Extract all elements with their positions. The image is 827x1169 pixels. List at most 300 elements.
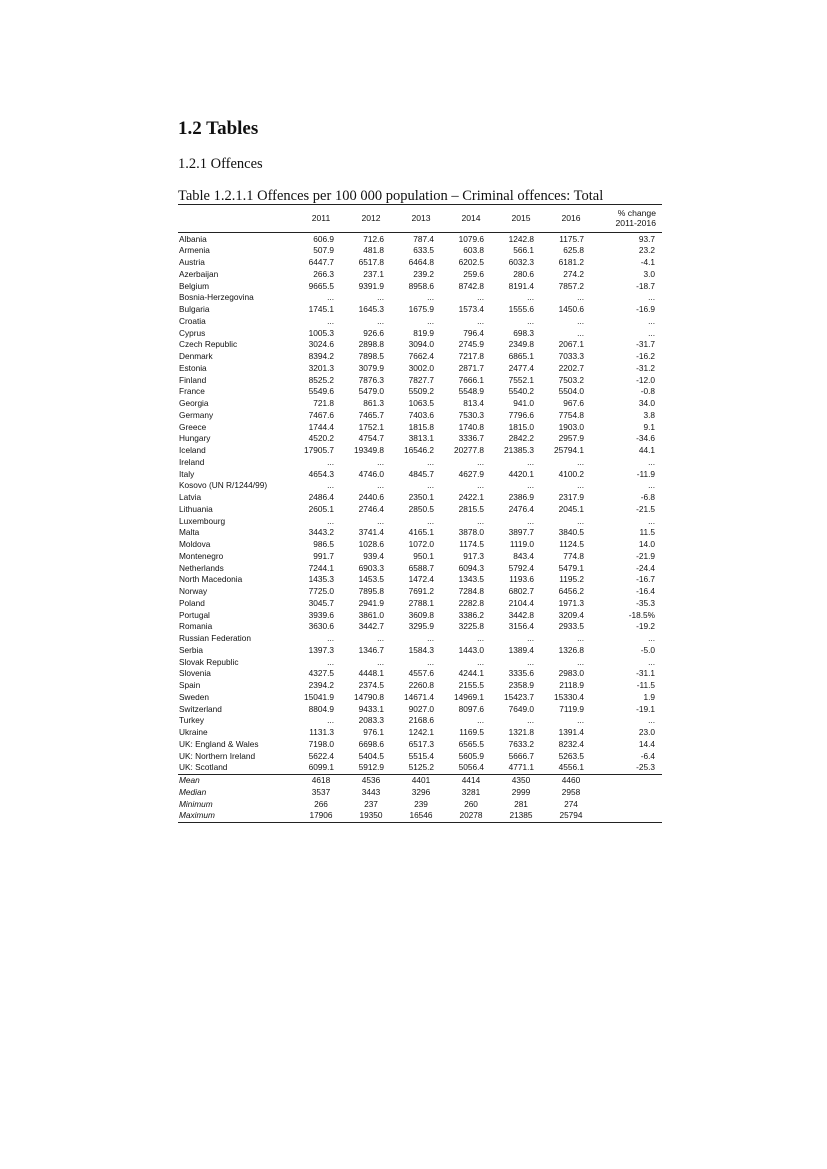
value-cell: 6099.1 bbox=[296, 762, 346, 774]
table-row bbox=[178, 339, 662, 351]
header-percent-change: % change 2011-2016 bbox=[596, 205, 662, 233]
offences-table bbox=[178, 204, 662, 823]
country-name: Slovak Republic bbox=[179, 656, 239, 667]
table-row bbox=[178, 539, 662, 551]
value-cell: 1675.9 bbox=[408, 304, 434, 315]
country-name: Greece bbox=[179, 421, 207, 432]
value-cell: 1343.5 bbox=[458, 574, 484, 585]
value-cell: ... bbox=[327, 292, 334, 303]
percent-change-cell: -31.2 bbox=[636, 362, 655, 373]
value-cell: 16546.2 bbox=[404, 445, 434, 456]
value-cell: 3609.8 bbox=[408, 609, 434, 620]
value-cell: 1072.0 bbox=[408, 539, 434, 550]
value-cell: 2476.4 bbox=[508, 503, 534, 514]
table-row bbox=[178, 574, 662, 586]
value-cell: ... bbox=[427, 292, 434, 303]
value-cell: 2941.9 bbox=[358, 597, 384, 608]
table-row bbox=[178, 327, 662, 339]
value-cell: 1815.8 bbox=[408, 421, 434, 432]
value-cell: ... bbox=[427, 515, 434, 526]
country-name: Spain bbox=[179, 680, 201, 691]
country-name: Bosnia-Herzegovina bbox=[179, 292, 254, 303]
percent-change-cell: 93.7 bbox=[638, 233, 655, 244]
value-cell: 1815.0 bbox=[508, 421, 534, 432]
value-cell: 3443.2 bbox=[308, 527, 334, 538]
value-cell: 7754.8 bbox=[558, 409, 584, 420]
table-row bbox=[178, 715, 662, 727]
value-cell: 239.2 bbox=[413, 268, 434, 279]
value-cell: 9665.5 bbox=[308, 280, 334, 291]
percent-change-cell: 14.0 bbox=[638, 539, 655, 550]
value-cell: 1242.8 bbox=[508, 233, 534, 244]
value-cell: 986.5 bbox=[313, 539, 334, 550]
value-cell: 6565.5 bbox=[458, 738, 484, 749]
table-row bbox=[178, 750, 662, 762]
table-row bbox=[178, 456, 662, 468]
table-row bbox=[178, 362, 662, 374]
value-cell: 7503.2 bbox=[558, 374, 584, 385]
table-row bbox=[178, 257, 662, 269]
value-cell: 2958 bbox=[561, 786, 581, 797]
value-cell: 4420.1 bbox=[508, 468, 534, 479]
value-cell: ... bbox=[327, 480, 334, 491]
value-cell: 280.6 bbox=[513, 268, 534, 279]
country-name: Italy bbox=[179, 468, 195, 479]
value-cell: 7857.2 bbox=[558, 280, 584, 291]
percent-change-cell: -18.7 bbox=[636, 280, 655, 291]
value-cell: 8191.4 bbox=[508, 280, 534, 291]
value-cell: 14969.1 bbox=[454, 691, 484, 702]
value-cell: 239 bbox=[414, 798, 428, 809]
value-cell: 3002.0 bbox=[408, 362, 434, 373]
table-row bbox=[178, 315, 662, 327]
table-row bbox=[178, 762, 662, 774]
value-cell: 1131.3 bbox=[309, 727, 334, 738]
value-cell: ... bbox=[527, 292, 534, 303]
value-cell: 15330.4 bbox=[554, 691, 584, 702]
value-cell: 3741.4 bbox=[358, 527, 384, 538]
percent-change-cell: -6.4 bbox=[640, 750, 655, 761]
value-cell: 3225.8 bbox=[458, 621, 484, 632]
value-cell: 3156.4 bbox=[508, 621, 534, 632]
value-cell: 1346.7 bbox=[358, 644, 384, 655]
value-cell: 14790.8 bbox=[354, 691, 384, 702]
value-cell: 3296 bbox=[411, 786, 431, 797]
percent-change-cell: ... bbox=[648, 515, 655, 526]
value-cell: 1193.6 bbox=[509, 574, 534, 585]
table-row bbox=[178, 597, 662, 609]
value-cell: 507.9 bbox=[313, 245, 334, 256]
country-name: Latvia bbox=[179, 492, 202, 503]
percent-change-cell: -24.4 bbox=[636, 562, 655, 573]
value-cell: 4654.3 bbox=[308, 468, 334, 479]
value-cell: 259.6 bbox=[463, 268, 484, 279]
value-cell: 7895.8 bbox=[358, 586, 384, 597]
table-row bbox=[178, 609, 662, 621]
value-cell: 4536 bbox=[361, 775, 381, 786]
percent-change-cell: 44.1 bbox=[638, 445, 655, 456]
value-cell: 237.1 bbox=[363, 268, 384, 279]
percent-change-cell: ... bbox=[648, 480, 655, 491]
value-cell: ... bbox=[377, 656, 384, 667]
percent-change-cell: -6.8 bbox=[640, 492, 655, 503]
value-cell: 4100.2 bbox=[558, 468, 584, 479]
value-cell: 8525.2 bbox=[308, 374, 334, 385]
value-cell: 2045.1 bbox=[558, 503, 584, 514]
value-cell: ... bbox=[427, 480, 434, 491]
value-cell: 2440.6 bbox=[358, 492, 384, 503]
country-name: North Macedonia bbox=[179, 574, 243, 585]
value-cell: ... bbox=[577, 480, 584, 491]
value-cell: 1443.0 bbox=[458, 644, 484, 655]
value-cell: 7198.0 bbox=[308, 738, 334, 749]
value-cell: 7898.5 bbox=[358, 351, 384, 362]
percent-change-cell: ... bbox=[648, 456, 655, 467]
value-cell: ... bbox=[377, 292, 384, 303]
country-name: Moldova bbox=[179, 539, 211, 550]
percent-change-cell: -4.1 bbox=[640, 257, 655, 268]
table-row bbox=[178, 680, 662, 692]
percent-change-cell: -12.0 bbox=[636, 374, 655, 385]
value-cell: 7876.3 bbox=[358, 374, 384, 385]
value-cell: 1740.8 bbox=[458, 421, 484, 432]
value-cell: 6588.7 bbox=[408, 562, 434, 573]
value-cell: 2282.8 bbox=[458, 597, 484, 608]
value-cell: 1124.5 bbox=[559, 539, 584, 550]
value-cell: 7467.6 bbox=[308, 409, 334, 420]
value-cell: 2999 bbox=[511, 786, 531, 797]
value-cell: 813.4 bbox=[463, 398, 484, 409]
value-cell: 14671.4 bbox=[404, 691, 434, 702]
value-cell: 1472.4 bbox=[408, 574, 434, 585]
value-cell: 7465.7 bbox=[358, 409, 384, 420]
value-cell: 6865.1 bbox=[508, 351, 534, 362]
value-cell: 939.4 bbox=[363, 550, 384, 561]
value-cell: 7649.0 bbox=[508, 703, 534, 714]
value-cell: 2386.9 bbox=[508, 492, 534, 503]
value-cell: 3336.7 bbox=[458, 433, 484, 444]
value-cell: 5479.0 bbox=[358, 386, 384, 397]
percent-change-cell: ... bbox=[648, 327, 655, 338]
value-cell: 796.4 bbox=[463, 327, 484, 338]
country-name: Ukraine bbox=[179, 727, 208, 738]
value-cell: 2788.1 bbox=[408, 597, 434, 608]
percent-change-cell bbox=[596, 774, 662, 786]
percent-change-cell: -11.9 bbox=[636, 468, 655, 479]
value-cell: 2374.5 bbox=[358, 680, 384, 691]
value-cell: 2202.7 bbox=[558, 362, 584, 373]
stat-label: Mean bbox=[179, 775, 200, 786]
value-cell: ... bbox=[577, 633, 584, 644]
table-row bbox=[178, 550, 662, 562]
value-cell: 5125.2 bbox=[396, 762, 446, 774]
value-cell: ... bbox=[477, 480, 484, 491]
country-name: Poland bbox=[179, 597, 205, 608]
table-row bbox=[178, 304, 662, 316]
value-cell: 4448.1 bbox=[358, 668, 384, 679]
value-cell: 17906 bbox=[296, 810, 346, 822]
country-name: Armenia bbox=[179, 245, 210, 256]
value-cell: 3386.2 bbox=[458, 609, 484, 620]
percent-change-cell: 3.8 bbox=[643, 409, 655, 420]
value-cell: 566.1 bbox=[513, 245, 534, 256]
value-cell: 5912.9 bbox=[346, 762, 396, 774]
value-cell: 1584.3 bbox=[408, 644, 434, 655]
stat-row bbox=[178, 810, 662, 822]
country-name: Ireland bbox=[179, 456, 205, 467]
header-2011: 2011 bbox=[296, 205, 346, 233]
value-cell: 1175.7 bbox=[559, 233, 584, 244]
value-cell: 5549.6 bbox=[308, 386, 334, 397]
stat-label: Maximum bbox=[178, 810, 296, 822]
value-cell: 7691.2 bbox=[408, 586, 434, 597]
country-name: Iceland bbox=[179, 445, 206, 456]
country-name: Belgium bbox=[179, 280, 209, 291]
subsection-title: 1.2.1 Offences bbox=[178, 156, 263, 172]
value-cell: 3335.6 bbox=[508, 668, 534, 679]
value-cell: 5605.9 bbox=[458, 750, 484, 761]
percent-change-cell: -21.9 bbox=[636, 550, 655, 561]
value-cell: 3024.6 bbox=[308, 339, 334, 350]
value-cell: ... bbox=[327, 456, 334, 467]
table-row bbox=[178, 374, 662, 386]
table-row bbox=[178, 268, 662, 280]
percent-change-cell bbox=[596, 810, 662, 822]
value-cell: 2746.4 bbox=[358, 503, 384, 514]
value-cell: 274.2 bbox=[563, 268, 584, 279]
value-cell: 2394.2 bbox=[308, 680, 334, 691]
value-cell: 7403.6 bbox=[408, 409, 434, 420]
value-cell: 2358.9 bbox=[508, 680, 534, 691]
percent-change-cell: ... bbox=[648, 633, 655, 644]
value-cell: 1119.0 bbox=[509, 539, 534, 550]
value-cell: 4520.2 bbox=[308, 433, 334, 444]
value-cell: 1435.3 bbox=[308, 574, 334, 585]
percent-change-cell: -31.7 bbox=[636, 339, 655, 350]
value-cell: 4460 bbox=[561, 775, 581, 786]
value-cell: 1169.5 bbox=[459, 727, 484, 738]
country-name: Bulgaria bbox=[179, 304, 210, 315]
value-cell: 1195.2 bbox=[559, 574, 584, 585]
value-cell: ... bbox=[477, 515, 484, 526]
table-row bbox=[178, 691, 662, 703]
percent-change-cell: ... bbox=[648, 656, 655, 667]
header-2013: 2013 bbox=[396, 205, 446, 233]
value-cell: 787.4 bbox=[413, 233, 434, 244]
value-cell: ... bbox=[377, 515, 384, 526]
value-cell: 3939.6 bbox=[308, 609, 334, 620]
value-cell: ... bbox=[477, 456, 484, 467]
value-cell: 1450.6 bbox=[558, 304, 584, 315]
value-cell: 3295.9 bbox=[408, 621, 434, 632]
value-cell: 941.0 bbox=[513, 398, 534, 409]
value-cell: ... bbox=[427, 456, 434, 467]
value-cell: 5622.4 bbox=[308, 750, 334, 761]
value-cell: 4746.0 bbox=[358, 468, 384, 479]
value-cell: 6447.7 bbox=[308, 257, 334, 268]
value-cell: ... bbox=[377, 315, 384, 326]
value-cell: 1397.3 bbox=[308, 644, 334, 655]
value-cell: 843.4 bbox=[513, 550, 534, 561]
value-cell: 2871.7 bbox=[458, 362, 484, 373]
value-cell: 21385 bbox=[496, 810, 546, 822]
value-cell: 4771.1 bbox=[496, 762, 546, 774]
value-cell: 481.8 bbox=[363, 245, 384, 256]
value-cell: 5515.4 bbox=[408, 750, 434, 761]
value-cell: 6456.2 bbox=[558, 586, 584, 597]
value-cell: 976.1 bbox=[363, 727, 384, 738]
percent-change-cell: -35.3 bbox=[636, 597, 655, 608]
table-row bbox=[178, 409, 662, 421]
country-name: Russian Federation bbox=[179, 633, 251, 644]
value-cell: 7725.0 bbox=[308, 586, 334, 597]
value-cell: 17905.7 bbox=[304, 445, 334, 456]
table-row bbox=[178, 656, 662, 668]
country-name: Cyprus bbox=[179, 327, 206, 338]
country-name: Switzerland bbox=[179, 703, 222, 714]
percent-change-cell: 14.4 bbox=[638, 738, 655, 749]
percent-change-cell: -21.5 bbox=[636, 503, 655, 514]
value-cell: 7552.1 bbox=[508, 374, 534, 385]
value-cell: 1573.4 bbox=[458, 304, 484, 315]
value-cell: ... bbox=[577, 292, 584, 303]
stat-row bbox=[178, 774, 662, 786]
value-cell: ... bbox=[577, 715, 584, 726]
value-cell: 4350 bbox=[511, 775, 531, 786]
value-cell: 4845.7 bbox=[408, 468, 434, 479]
percent-change-cell: -19.2 bbox=[636, 621, 655, 632]
value-cell: 4618 bbox=[311, 775, 331, 786]
value-cell: 1174.5 bbox=[459, 539, 484, 550]
value-cell: 6698.6 bbox=[358, 738, 384, 749]
value-cell: 281 bbox=[514, 798, 528, 809]
value-cell: 698.3 bbox=[513, 327, 534, 338]
value-cell: 5404.5 bbox=[358, 750, 384, 761]
country-name: Turkey bbox=[179, 715, 205, 726]
value-cell: 2317.9 bbox=[558, 492, 584, 503]
value-cell: 1321.8 bbox=[508, 727, 534, 738]
value-cell: 1326.8 bbox=[558, 644, 584, 655]
value-cell: 2486.4 bbox=[308, 492, 334, 503]
country-name: Norway bbox=[179, 586, 208, 597]
percent-change-cell: -16.9 bbox=[636, 304, 655, 315]
country-name: Austria bbox=[179, 257, 205, 268]
country-name: Denmark bbox=[179, 351, 213, 362]
value-cell: ... bbox=[427, 315, 434, 326]
percent-change-cell: ... bbox=[648, 715, 655, 726]
value-cell: 1971.3 bbox=[558, 597, 584, 608]
offences-table-container bbox=[178, 204, 662, 823]
value-cell: ... bbox=[327, 656, 334, 667]
value-cell: 2349.8 bbox=[508, 339, 534, 350]
value-cell: 260 bbox=[464, 798, 478, 809]
value-cell: 1744.4 bbox=[308, 421, 334, 432]
value-cell: 8804.9 bbox=[308, 703, 334, 714]
country-name: Serbia bbox=[179, 644, 203, 655]
value-cell: 633.5 bbox=[413, 245, 434, 256]
value-cell: 926.6 bbox=[363, 327, 384, 338]
value-cell: ... bbox=[477, 715, 484, 726]
percent-change-cell: -19.1 bbox=[636, 703, 655, 714]
value-cell: 6181.2 bbox=[558, 257, 584, 268]
value-cell: 5056.4 bbox=[446, 762, 496, 774]
value-cell: 7244.1 bbox=[308, 562, 334, 573]
table-row bbox=[178, 644, 662, 656]
value-cell: 1391.4 bbox=[558, 727, 584, 738]
table-row bbox=[178, 351, 662, 363]
value-cell: 7796.6 bbox=[508, 409, 534, 420]
value-cell: 237 bbox=[364, 798, 378, 809]
value-cell: 917.3 bbox=[463, 550, 484, 561]
value-cell: 5263.5 bbox=[558, 750, 584, 761]
value-cell: 2260.8 bbox=[408, 680, 434, 691]
value-cell: 8958.6 bbox=[408, 280, 434, 291]
percent-change-cell bbox=[596, 798, 662, 810]
table-header-row bbox=[178, 205, 662, 233]
percent-change-cell: -16.2 bbox=[636, 351, 655, 362]
value-cell: ... bbox=[527, 633, 534, 644]
value-cell: 950.1 bbox=[413, 550, 434, 561]
value-cell: 5666.7 bbox=[508, 750, 534, 761]
value-cell: 967.6 bbox=[563, 398, 584, 409]
table-row bbox=[178, 586, 662, 598]
value-cell: 3201.3 bbox=[308, 362, 334, 373]
stat-row bbox=[178, 798, 662, 810]
country-name: France bbox=[179, 386, 205, 397]
value-cell: 3897.7 bbox=[508, 527, 534, 538]
value-cell: 266 bbox=[314, 798, 328, 809]
value-cell: 15041.9 bbox=[304, 691, 334, 702]
value-cell: ... bbox=[577, 315, 584, 326]
value-cell: 8742.8 bbox=[458, 280, 484, 291]
value-cell: ... bbox=[377, 480, 384, 491]
table-row bbox=[178, 233, 662, 245]
value-cell: ... bbox=[577, 456, 584, 467]
country-name: Georgia bbox=[179, 398, 209, 409]
value-cell: 19350 bbox=[346, 810, 396, 822]
percent-change-cell: -5.0 bbox=[640, 644, 655, 655]
value-cell: 2155.5 bbox=[458, 680, 484, 691]
value-cell: 1028.6 bbox=[358, 539, 384, 550]
percent-change-cell: -16.7 bbox=[636, 574, 655, 585]
value-cell: 774.8 bbox=[563, 550, 584, 561]
value-cell: ... bbox=[477, 315, 484, 326]
value-cell: 266.3 bbox=[313, 268, 334, 279]
table-row bbox=[178, 398, 662, 410]
stat-label: Minimum bbox=[179, 798, 213, 809]
header-2015: 2015 bbox=[496, 205, 546, 233]
table-row bbox=[178, 703, 662, 715]
value-cell: 1079.6 bbox=[458, 233, 484, 244]
value-cell: 4165.1 bbox=[408, 527, 434, 538]
value-cell: ... bbox=[527, 456, 534, 467]
value-cell: 4556.1 bbox=[546, 762, 596, 774]
value-cell: 4401 bbox=[411, 775, 431, 786]
country-name: Azerbaijan bbox=[179, 268, 219, 279]
country-name: Albania bbox=[179, 233, 207, 244]
value-cell: 1453.5 bbox=[358, 574, 384, 585]
stat-label: Median bbox=[179, 786, 207, 797]
value-cell: 6903.3 bbox=[358, 562, 384, 573]
value-cell: 8097.6 bbox=[458, 703, 484, 714]
value-cell: 721.8 bbox=[313, 398, 334, 409]
value-cell: 5509.2 bbox=[408, 386, 434, 397]
value-cell: 3537 bbox=[311, 786, 331, 797]
value-cell: 5479.1 bbox=[558, 562, 584, 573]
value-cell: 1555.6 bbox=[508, 304, 534, 315]
value-cell: 6032.3 bbox=[508, 257, 534, 268]
table-row bbox=[178, 527, 662, 539]
